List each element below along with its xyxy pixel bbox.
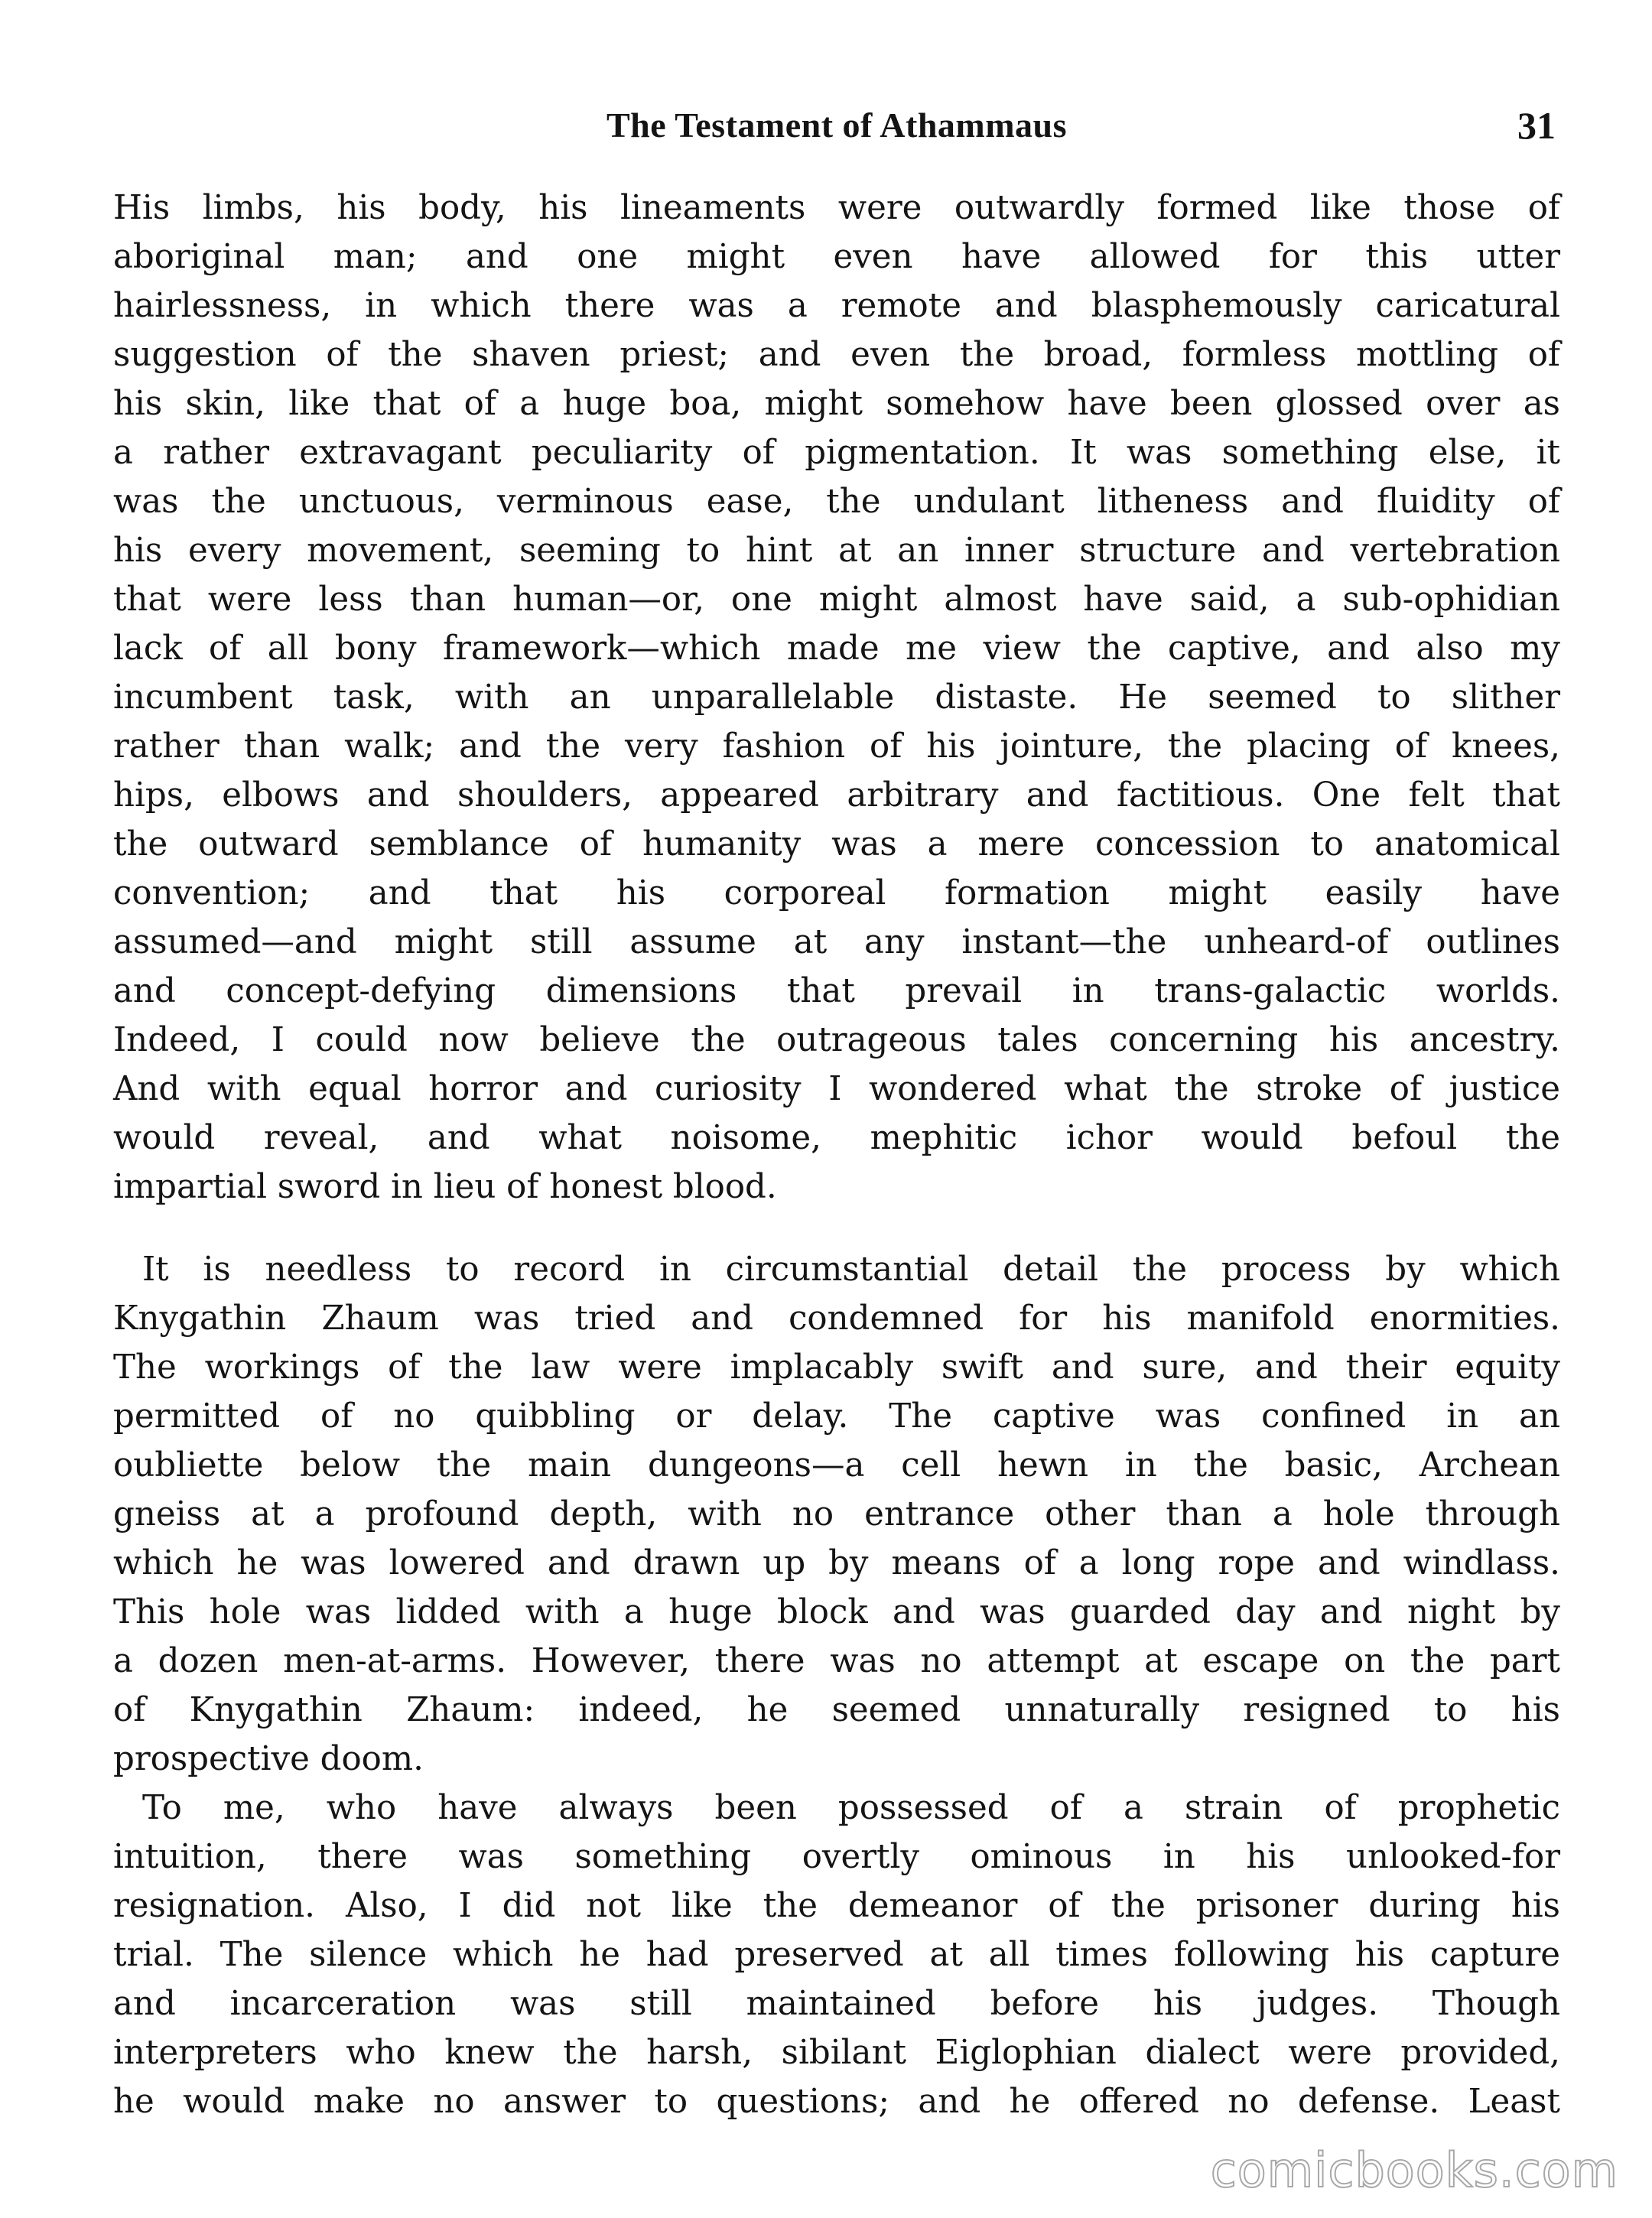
text-line: permitted of no quibbling or delay. The captive was confined in an: [113, 1397, 1560, 1436]
text-line: hips, elbows and shoulders, appeared arbitrary and factitious. One felt that: [113, 776, 1560, 815]
text-line: rather than walk; and the very fashion of his jointure, the placing of knees,: [113, 727, 1560, 766]
text-line: interpreters who knew the harsh, sibilant Eiglophian dialect were provided,: [113, 2034, 1560, 2072]
text-line: he would make no answer to questions; and he offered no defense. Least: [113, 2083, 1560, 2121]
text-line: his skin, like that of a huge boa, might somehow have been glossed over as: [113, 385, 1560, 423]
text-line: Knygathin Zhaum was tried and condemned for his manifold enormities.: [113, 1299, 1560, 1338]
text-line: assumed—and might still assume at any instant—the unheard-of outlines: [113, 923, 1560, 961]
text-line: resignation. Also, I did not like the demeanor of the prisoner during his: [113, 1887, 1560, 1925]
text-line: and incarceration was still maintained before his judges. Though: [113, 1985, 1560, 2023]
text-line: hairlessness, in which there was a remote and blasphemously caricatural: [113, 287, 1560, 325]
text-line: of Knygathin Zhaum: indeed, he seemed unnaturally resigned to his: [113, 1691, 1560, 1729]
page-number: 31: [1517, 104, 1556, 147]
text-line: The workings of the law were implacably swift and sure, and their equity: [113, 1348, 1560, 1387]
paragraph: [113, 1245, 1560, 1784]
text-line: His limbs, his body, his lineaments were outwardly formed like those of: [113, 189, 1560, 227]
running-title: The Testament of Athammaus: [606, 106, 1068, 145]
watermark: comicbooks.com: [1210, 2142, 1618, 2198]
text-line: impartial sword in lieu of honest blood.: [113, 1168, 777, 1206]
text-line: the outward semblance of humanity was a mere concession to anatomical: [113, 825, 1560, 863]
paragraph: [113, 1784, 1560, 2126]
text-line: a rather extravagant peculiarity of pigmentation. It was something else, it: [113, 434, 1560, 472]
text-line: and concept-defying dimensions that prevail in trans-galactic worlds.: [113, 972, 1560, 1010]
text-line: trial. The silence which he had preserved at all times following his capture: [113, 1936, 1560, 1974]
text-line: Indeed, I could now believe the outrageous tales concerning his ancestry.: [113, 1021, 1560, 1059]
paragraph: [113, 184, 1560, 1211]
body-text: [113, 184, 1560, 2126]
text-line: was the unctuous, verminous ease, the undulant litheness and fluidity of: [113, 483, 1560, 521]
running-head: [113, 101, 1560, 150]
text-line: his every movement, seeming to hint at an inner structure and vertebration: [113, 532, 1560, 570]
text-line: And with equal horror and curiosity I wondered what the stroke of justice: [113, 1070, 1560, 1108]
text-line: would reveal, and what noisome, mephitic ichor would befoul the: [113, 1119, 1560, 1157]
text-line: lack of all bony framework—which made me view the captive, and also my: [113, 629, 1560, 668]
text-line: intuition, there was something overtly ominous in his unlooked-for: [113, 1838, 1560, 1876]
text-line: This hole was lidded with a huge block and was guarded day and night by: [113, 1593, 1560, 1631]
text-line: convention; and that his corporeal formation might easily have: [113, 874, 1560, 912]
text-line: prospective doom.: [113, 1740, 424, 1778]
text-line: a dozen men-at-arms. However, there was no attempt at escape on the part: [113, 1642, 1560, 1680]
text-line: incumbent task, with an unparallelable distaste. He seemed to slither: [113, 678, 1560, 717]
text-line: which he was lowered and drawn up by means of a long rope and windlass.: [113, 1544, 1560, 1582]
text-line: that were less than human—or, one might almost have said, a sub-ophidian: [113, 581, 1560, 619]
text-line: To me, who have always been possessed of a strain of prophetic: [142, 1789, 1560, 1827]
text-line: suggestion of the shaven priest; and even the broad, formless mottling of: [113, 336, 1560, 374]
text-line: oubliette below the main dungeons—a cell hewn in the basic, Archean: [113, 1446, 1560, 1485]
text-line: aboriginal man; and one might even have allowed for this utter: [113, 238, 1560, 276]
text-line: It is needless to record in circumstantial detail the process by which: [142, 1250, 1560, 1289]
text-line: gneiss at a profound depth, with no entrance other than a hole through: [113, 1495, 1560, 1533]
